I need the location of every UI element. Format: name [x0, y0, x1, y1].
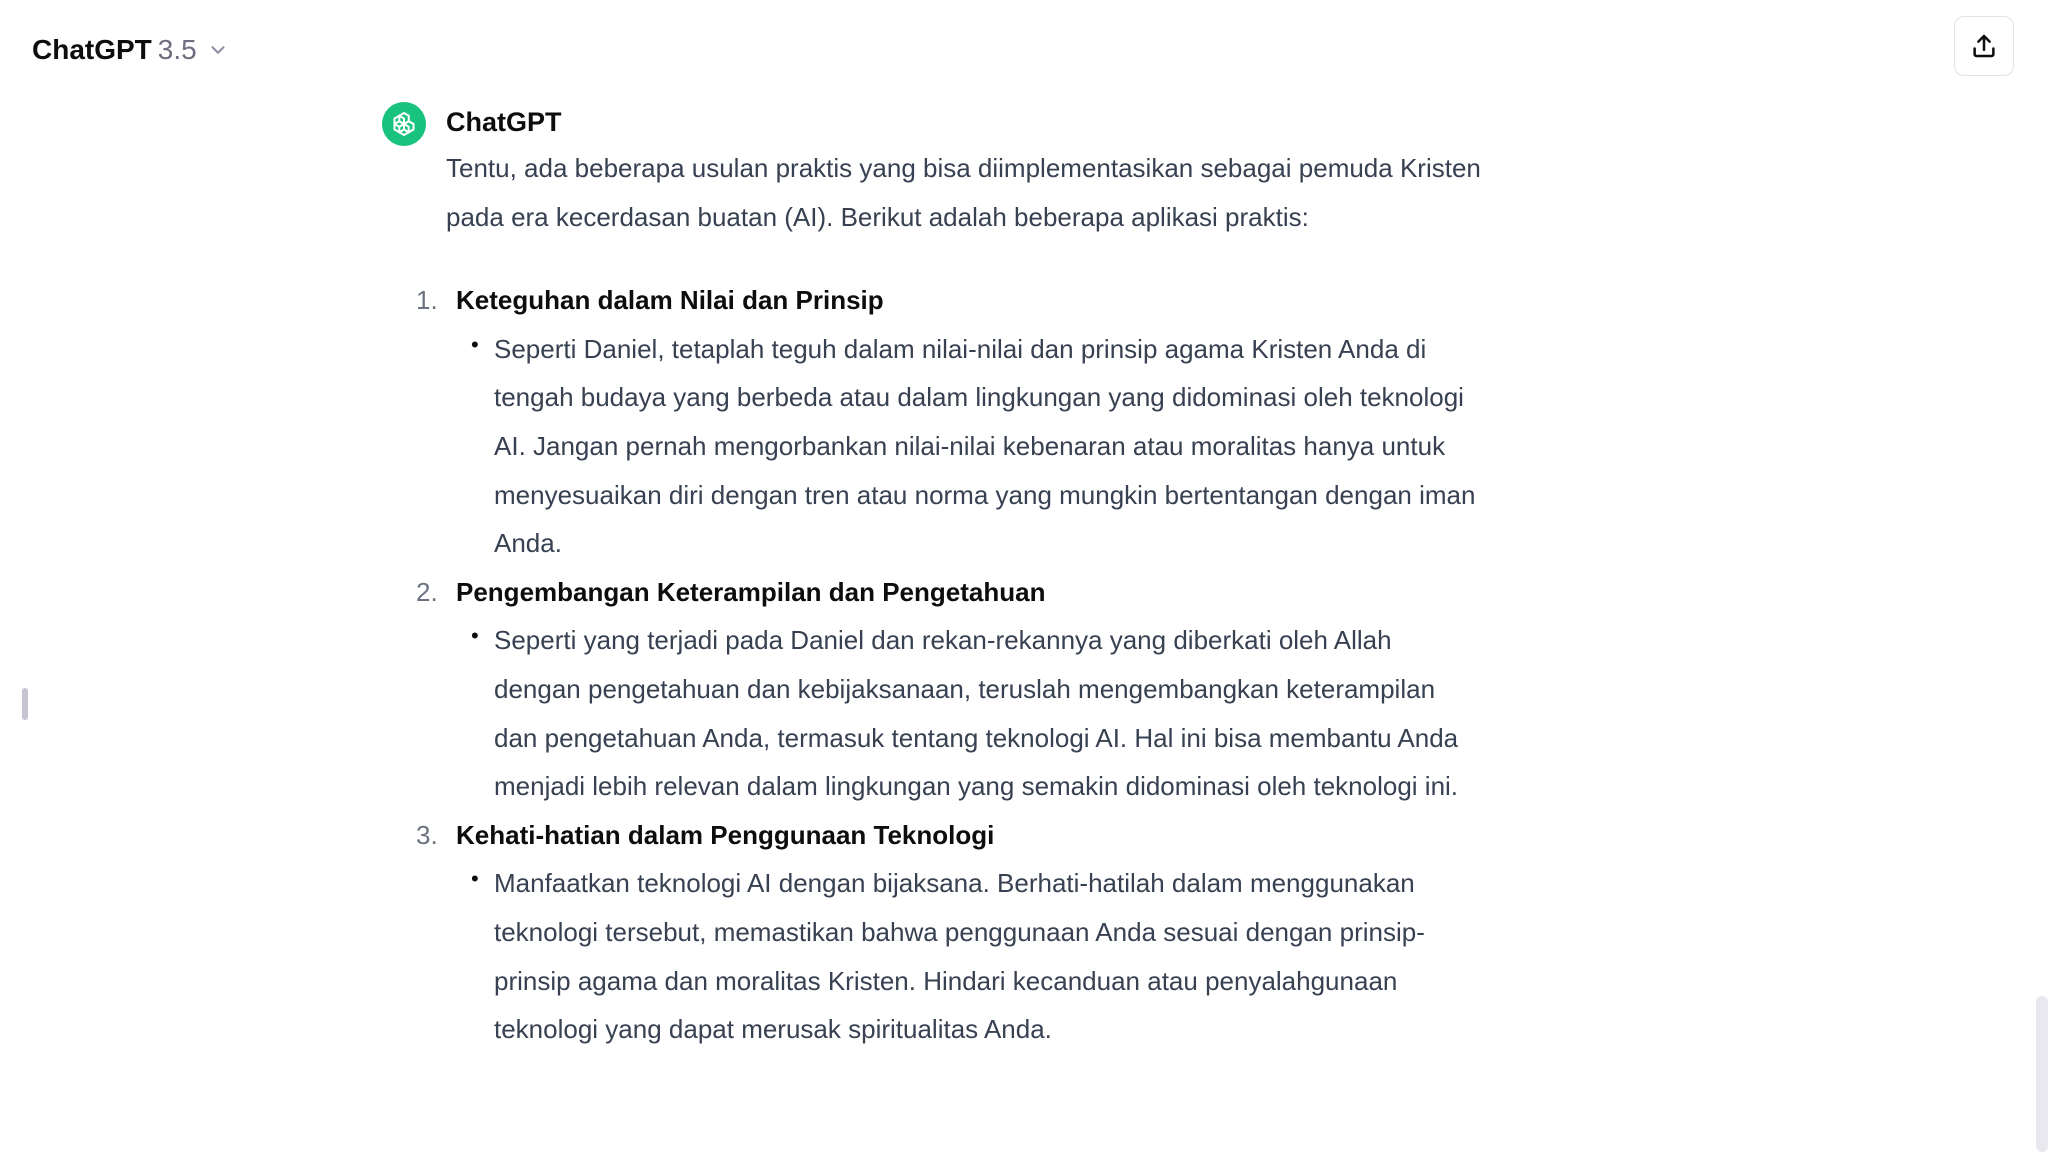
- message-author: ChatGPT: [446, 107, 562, 137]
- message-intro: Tentu, ada beberapa usulan praktis yang bisa diimplementasikan sebagai pemuda Kristen pada era kecerdasan buatan (AI). Berikut adalah beberapa aplikasi praktis:: [446, 153, 1481, 232]
- share-button[interactable]: [1954, 16, 2014, 76]
- list-number: 1.: [416, 285, 438, 316]
- list-item: [416, 811, 1476, 1054]
- openai-logo-icon: [382, 102, 426, 146]
- share-upload-icon: [1969, 31, 1999, 61]
- message-body: [416, 144, 1506, 1054]
- bullet-dot: •: [471, 623, 479, 649]
- point-title: Keteguhan dalam Nilai dan Prinsip: [456, 285, 884, 316]
- bullet-text: Seperti Daniel, tetaplah teguh dalam nilai-nilai dan prinsip agama Kristen Anda di tengah budaya yang berbeda atau dalam lingkungan yang didominasi oleh teknologi AI. Jangan pernah mengorbankan nilai-nilai kebenaran atau moralitas hanya untuk menyesuaikan diri dengan tren atau norma yang mungkin bertentangan dengan iman Anda.: [494, 333, 1476, 559]
- point-title: Pengembangan Keterampilan dan Pengetahuan: [456, 576, 1046, 607]
- bullet-list: [456, 859, 1476, 1053]
- bullet-dot: •: [471, 331, 479, 357]
- bullet-item: [471, 859, 1476, 1053]
- sidebar-resize-handle[interactable]: [22, 688, 28, 720]
- bullet-list: [456, 616, 1476, 810]
- model-name: ChatGPT: [32, 34, 152, 65]
- bullet-text: Manfaatkan teknologi AI dengan bijaksana. Berhati-hatilah dalam menggunakan teknologi tersebut, memastikan bahwa penggunaan Anda sesuai dengan prinsip-prinsip agama dan moralitas Kristen. Hindari kecanduan atau penyalahgunaan teknologi yang dapat merusak spiritualitas Anda.: [494, 868, 1425, 1045]
- list-item: [416, 568, 1476, 811]
- bullet-dot: •: [471, 866, 479, 892]
- scrollbar-thumb[interactable]: [2036, 996, 2048, 1152]
- model-version: 3.5: [157, 34, 197, 65]
- bullet-item: [471, 616, 1476, 810]
- bullet-text: Seperti yang terjadi pada Daniel dan rekan-rekannya yang diberkati oleh Allah dengan pengetahuan dan kebijaksanaan, teruslah mengembangkan keterampilan dan pengetahuan Anda, termasuk tentang teknologi AI. Hal ini bisa membantu Anda menjadi lebih relevan dalam lingkungan yang semakin didominasi oleh teknologi ini.: [494, 625, 1459, 802]
- list-item: [416, 276, 1476, 568]
- point-title: Kehati-hatian dalam Penggunaan Teknologi: [456, 819, 995, 850]
- bullet-list: [456, 325, 1476, 568]
- list-number: 2.: [416, 576, 438, 607]
- model-selector[interactable]: [24, 24, 237, 76]
- bullet-item: [471, 325, 1476, 568]
- list-number: 3.: [416, 819, 438, 850]
- chevron-down-icon: [207, 39, 229, 61]
- numbered-list: [416, 276, 1476, 1054]
